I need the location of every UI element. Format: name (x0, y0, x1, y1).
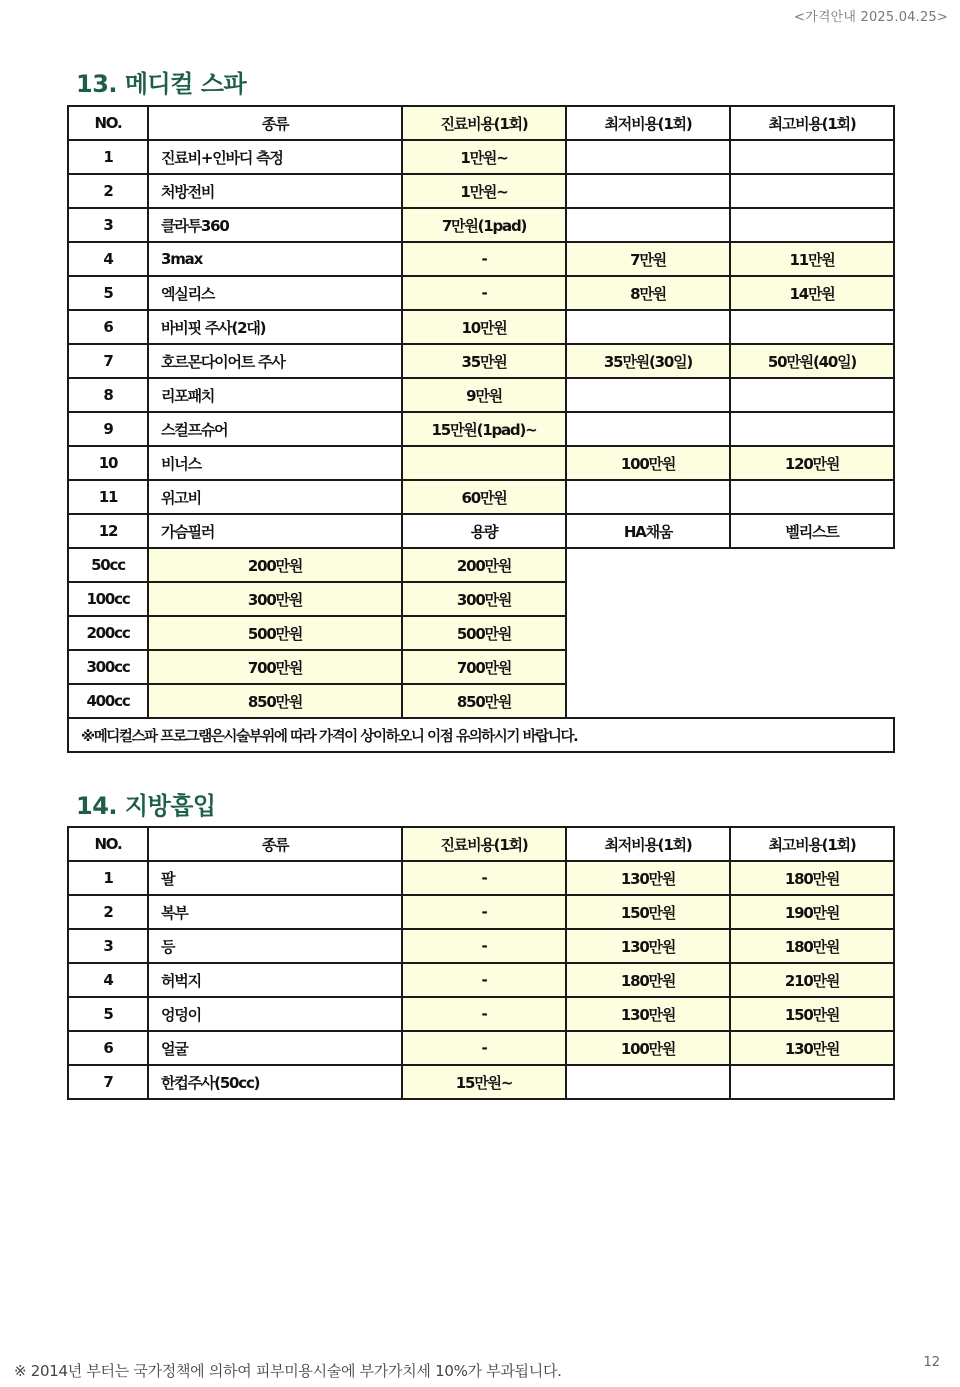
row-base-cost: 35만원 (402, 344, 566, 378)
row-base-cost: - (402, 929, 566, 963)
subheader-bellast: 벨리스트 (730, 514, 894, 548)
row-max-cost (730, 480, 894, 514)
table-note: ※메디컬스파 프로그램은시술부위에 따라 가격이 상이하오니 이점 유의하시기 바랍니다. (68, 718, 894, 752)
row-no: 11 (68, 480, 148, 514)
row-name: 허벅지 (148, 963, 402, 997)
row-max-cost (730, 310, 894, 344)
header-min-cost: 최저비용(1회) (566, 106, 730, 140)
row-base-cost: 10만원 (402, 310, 566, 344)
row-name: 가슴필러 (148, 514, 402, 548)
row-min-cost: 8만원 (566, 276, 730, 310)
filler-row (68, 650, 894, 684)
header-max-cost: 최고비용(1회) (730, 827, 894, 861)
filler-ha-price: 200만원 (148, 548, 402, 582)
table-header-row (68, 106, 894, 140)
filler-row (68, 548, 894, 582)
filler-bellast-price: 850만원 (402, 684, 566, 718)
row-max-cost: 180만원 (730, 861, 894, 895)
header-no: NO. (68, 106, 148, 140)
row-base-cost: - (402, 276, 566, 310)
row-name: 얼굴 (148, 1031, 402, 1065)
row-no: 1 (68, 861, 148, 895)
row-max-cost: 150만원 (730, 997, 894, 1031)
filler-ha-price: 700만원 (148, 650, 402, 684)
row-name: 한컵주사(50cc) (148, 1065, 402, 1099)
row-name: 진료비+인바디 측정 (148, 140, 402, 174)
row-name: 위고비 (148, 480, 402, 514)
row-max-cost: 11만원 (730, 242, 894, 276)
row-min-cost (566, 140, 730, 174)
row-no: 2 (68, 895, 148, 929)
row-max-cost (730, 412, 894, 446)
row-no: 6 (68, 1031, 148, 1065)
row-max-cost: 190만원 (730, 895, 894, 929)
table-row (68, 997, 894, 1031)
row-min-cost: 130만원 (566, 929, 730, 963)
row-min-cost: 150만원 (566, 895, 730, 929)
row-max-cost (730, 208, 894, 242)
table-row (68, 242, 894, 276)
header-max-cost: 최고비용(1회) (730, 106, 894, 140)
header-base-cost: 진료비용(1회) (402, 106, 566, 140)
row-no: 12 (68, 514, 148, 548)
row-min-cost: 180만원 (566, 963, 730, 997)
row-name: 복부 (148, 895, 402, 929)
row-name: 비너스 (148, 446, 402, 480)
table-row (68, 140, 894, 174)
row-name: 리포패치 (148, 378, 402, 412)
row-no: 8 (68, 378, 148, 412)
row-name: 호르몬다이어트 주사 (148, 344, 402, 378)
table-row (68, 412, 894, 446)
table-row (68, 1065, 894, 1099)
table-row (68, 446, 894, 480)
filler-volume: 300cc (68, 650, 148, 684)
row-max-cost (730, 174, 894, 208)
row-min-cost (566, 1065, 730, 1099)
row-name: 클라투360 (148, 208, 402, 242)
table-row (68, 310, 894, 344)
vat-footer-note: ※ 2014년 부터는 국가정책에 의하여 피부미용시술에 부가가치세 10%가 부과됩니다. (14, 1362, 562, 1380)
row-no: 3 (68, 208, 148, 242)
filler-row (68, 616, 894, 650)
row-name: 처방전비 (148, 174, 402, 208)
row-min-cost: 100만원 (566, 1031, 730, 1065)
row-name: 스컬프슈어 (148, 412, 402, 446)
row-min-cost (566, 310, 730, 344)
row-no: 3 (68, 929, 148, 963)
table-row (68, 514, 894, 548)
row-base-cost: 15만원~ (402, 1065, 566, 1099)
row-min-cost: 35만원(30일) (566, 344, 730, 378)
medical-spa-table (67, 105, 895, 753)
row-no: 7 (68, 1065, 148, 1099)
row-no: 4 (68, 242, 148, 276)
row-base-cost: - (402, 997, 566, 1031)
table-row (68, 1031, 894, 1065)
table-row (68, 929, 894, 963)
row-no: 7 (68, 344, 148, 378)
row-base-cost: - (402, 895, 566, 929)
filler-volume: 100cc (68, 582, 148, 616)
row-base-cost: - (402, 963, 566, 997)
filler-volume: 50cc (68, 548, 148, 582)
table-row (68, 208, 894, 242)
row-max-cost (730, 140, 894, 174)
row-max-cost: 120만원 (730, 446, 894, 480)
table-row (68, 895, 894, 929)
row-name: 엑실리스 (148, 276, 402, 310)
row-base-cost: - (402, 242, 566, 276)
row-name: 팔 (148, 861, 402, 895)
row-base-cost: 7만원(1pad) (402, 208, 566, 242)
section-13-title: 13. 메디컬 스파 (76, 70, 247, 98)
filler-row (68, 582, 894, 616)
filler-bellast-price: 700만원 (402, 650, 566, 684)
row-max-cost: 50만원(40일) (730, 344, 894, 378)
row-base-cost: 9만원 (402, 378, 566, 412)
row-min-cost: 130만원 (566, 997, 730, 1031)
row-min-cost: 130만원 (566, 861, 730, 895)
row-name: 등 (148, 929, 402, 963)
row-no: 10 (68, 446, 148, 480)
subheader-volume: 용량 (402, 514, 566, 548)
row-max-cost: 210만원 (730, 963, 894, 997)
row-name: 바비핏 주사(2대) (148, 310, 402, 344)
subheader-ha: HA채움 (566, 514, 730, 548)
table-row (68, 344, 894, 378)
row-name: 엉덩이 (148, 997, 402, 1031)
row-max-cost: 130만원 (730, 1031, 894, 1065)
row-base-cost: 60만원 (402, 480, 566, 514)
table-header-row (68, 827, 894, 861)
row-base-cost: - (402, 1031, 566, 1065)
row-min-cost (566, 480, 730, 514)
section-14-title: 14. 지방흡입 (76, 792, 216, 820)
header-type: 종류 (148, 106, 402, 140)
filler-ha-price: 500만원 (148, 616, 402, 650)
filler-row (68, 684, 894, 718)
table-row (68, 480, 894, 514)
row-no: 1 (68, 140, 148, 174)
table-row (68, 378, 894, 412)
header-min-cost: 최저비용(1회) (566, 827, 730, 861)
row-min-cost (566, 208, 730, 242)
table-note-row (68, 718, 894, 752)
filler-volume: 200cc (68, 616, 148, 650)
table-row (68, 861, 894, 895)
row-min-cost: 100만원 (566, 446, 730, 480)
filler-bellast-price: 300만원 (402, 582, 566, 616)
row-no: 4 (68, 963, 148, 997)
filler-bellast-price: 200만원 (402, 548, 566, 582)
row-no: 9 (68, 412, 148, 446)
table-row (68, 963, 894, 997)
row-base-cost: - (402, 861, 566, 895)
row-max-cost: 180만원 (730, 929, 894, 963)
row-base-cost: 1만원~ (402, 174, 566, 208)
table-row (68, 174, 894, 208)
row-name: 3max (148, 242, 402, 276)
row-no: 5 (68, 276, 148, 310)
header-no: NO. (68, 827, 148, 861)
row-base-cost (402, 446, 566, 480)
row-no: 2 (68, 174, 148, 208)
row-min-cost: 7만원 (566, 242, 730, 276)
row-min-cost (566, 378, 730, 412)
row-max-cost (730, 378, 894, 412)
filler-ha-price: 850만원 (148, 684, 402, 718)
table-row (68, 276, 894, 310)
filler-ha-price: 300만원 (148, 582, 402, 616)
header-base-cost: 진료비용(1회) (402, 827, 566, 861)
row-min-cost (566, 412, 730, 446)
row-no: 5 (68, 997, 148, 1031)
price-guide-date: <가격안내 2025.04.25> (794, 10, 948, 25)
row-max-cost: 14만원 (730, 276, 894, 310)
row-max-cost (730, 1065, 894, 1099)
row-min-cost (566, 174, 730, 208)
filler-bellast-price: 500만원 (402, 616, 566, 650)
row-base-cost: 1만원~ (402, 140, 566, 174)
page-number: 12 (923, 1355, 940, 1370)
row-base-cost: 15만원(1pad)~ (402, 412, 566, 446)
row-no: 6 (68, 310, 148, 344)
filler-volume: 400cc (68, 684, 148, 718)
liposuction-table (67, 826, 895, 1100)
header-type: 종류 (148, 827, 402, 861)
